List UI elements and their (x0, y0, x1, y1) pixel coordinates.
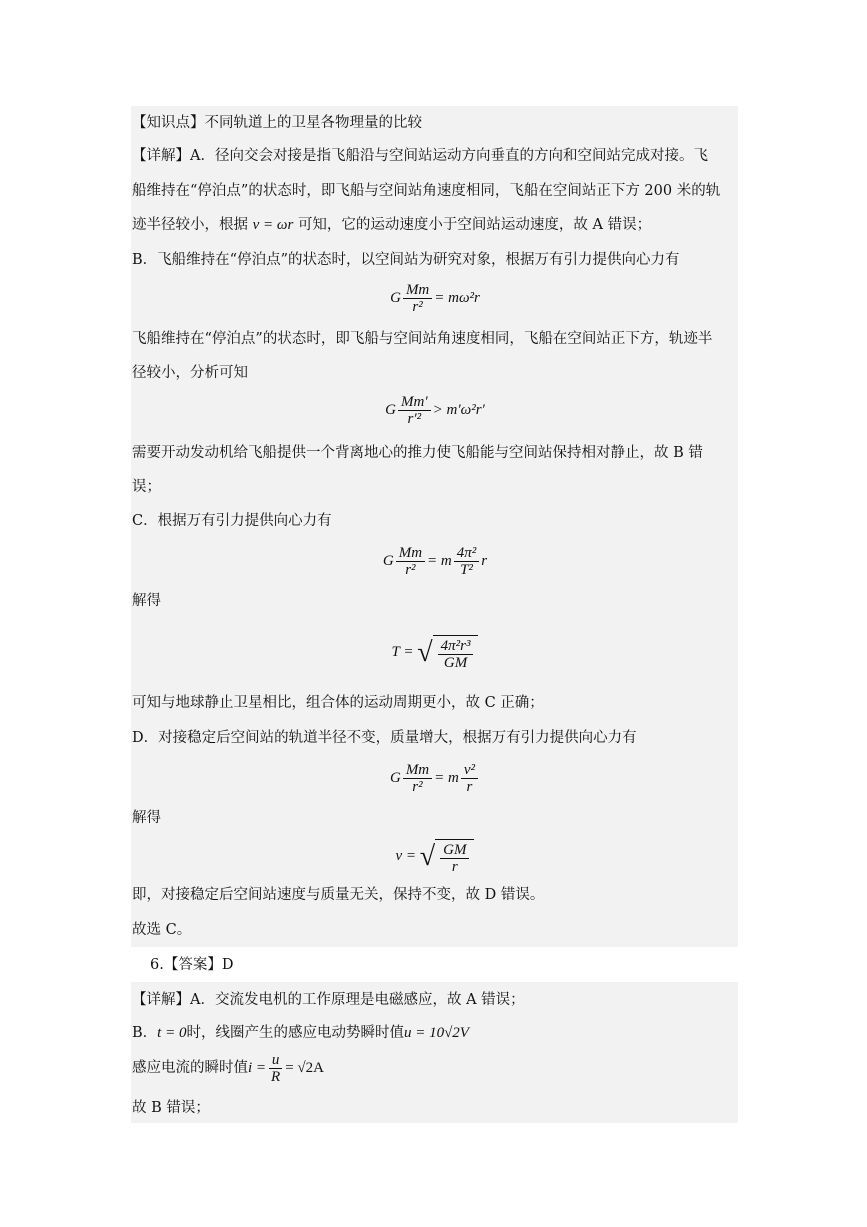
detail-c-line-2: 解得 (132, 593, 161, 609)
answer-6: 6.【答案】D (150, 957, 234, 973)
equation-b-1: G $\frac{Mm}{\text{r²}}$ = mω²r (390, 282, 480, 316)
detail-d-line-3: 即，对接稳定后空间站速度与质量无关，保持不变，故 D 错误。 (132, 887, 545, 903)
equation-b-2: G $\frac{Mm'}{\text{r′²}}$ > m′ω²r′ (385, 394, 485, 428)
equation-d-2: v = √ $\frac{GM}{r}$ (132, 834, 738, 878)
detail-6-b-line-1: B．t = 0时，线圈产生的感应电动势瞬时值u = 10√2V (132, 1025, 469, 1041)
detail-6-b-line-3: 故 B 错误； (132, 1100, 210, 1116)
detail-b-line-2: 飞船维持在“停泊点”的状态时，即飞船与空间站角速度相同，飞船在空间站正下方，轨迹半 (132, 331, 713, 347)
knowledge-point: 【知识点】不同轨道上的卫星各物理量的比较 (132, 115, 422, 131)
detail-b-line-1: B．飞船维持在“停泊点”的状态时，以空间站为研究对象，根据万有引力提供向心力有 (132, 252, 680, 268)
formula-v-omega-r: v = ωr (252, 217, 294, 233)
detail-c-line-3: 可知与地球静止卫星相比，组合体的运动周期更小，故 C 正确； (132, 695, 544, 711)
equation-c-1: G $\frac{Mm}{\text{r²}}$ = m $\frac{\text{4π²}}{\text{T²}}$ r (382, 545, 488, 579)
detail-6-a-line: 【详解】A．交流发电机的工作原理是电磁感应，故 A 错误； (132, 992, 525, 1008)
detail-a-line-3: 迹半径较小，根据 v = ωr 可知，它的运动速度小于空间站运动速度，故 A 错误； (132, 217, 652, 233)
detail-d-line-2: 解得 (132, 810, 161, 826)
detail-d-line-1: D．对接稳定后空间站的轨道半径不变，质量增大，根据万有引力提供向心力有 (132, 730, 637, 746)
detail-a-line-1: 【详解】A．径向交会对接是指飞船沿与空间站运动方向垂直的方向和空间站完成对接。飞 (132, 148, 708, 164)
detail-6-b-line-2: 感应电流的瞬时值i = $\frac{u}{R}$ = √2A (132, 1052, 324, 1086)
equation-d-1: G $\frac{Mm}{\text{r²}}$ = m $\frac{\text{v²}}{r}$ (132, 758, 738, 798)
detail-b-line-4: 需要开动发动机给飞船提供一个背离地心的推力使飞船能与空间站保持相对静止，故 B 错 (132, 445, 703, 461)
detail-b-line-5: 误； (132, 479, 161, 495)
detail-a-line-2: 船维持在“停泊点”的状态时，即飞船与空间站角速度相同，飞船在空间站正下方 200 米的轨 (132, 183, 721, 199)
square-root-symbol: √ $\frac{\text{4π²r³}}{GM}$ (417, 635, 478, 671)
detail-c-line-1: C．根据万有引力提供向心力有 (132, 513, 332, 529)
square-root-symbol: √ $\frac{GM}{r}$ (420, 839, 475, 875)
choice-line: 故选 C。 (132, 922, 192, 938)
equation-c-2: T = √ $\frac{\text{4π²r³}}{GM}$ (132, 628, 738, 676)
detail-b-line-3: 径较小，分析可知 (132, 365, 248, 381)
